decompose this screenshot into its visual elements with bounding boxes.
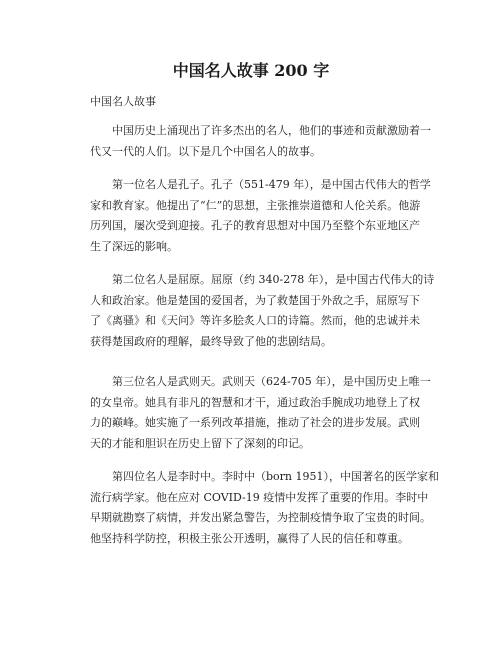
paragraph-line: 代又一代的人们。以下是几个中国名人的故事。 [90, 144, 321, 158]
paragraph-intro [90, 121, 440, 162]
paragraph-line: 第四位名人是李时中。李时中（born 1951），中国著名的医学家和 [112, 470, 439, 483]
paragraph-line: 家和教育家。他提出了“仁”的思想，主张推崇道德和人伦关系。他游 [90, 198, 421, 212]
paragraph-line: 力的巅峰。她实施了一系列改革措施，推动了社会的进步发展。武则 [90, 416, 420, 429]
paragraph-line: 第三位名人是武则天。武则天（624-705 年），是中国历史上唯一 [112, 375, 431, 388]
paragraph-line: 流行病学家。他在应对 COVID-19 疫情中发挥了重要的作用。李时中 [90, 490, 429, 504]
paragraph-line: 获得楚国政府的理解，最终导致了他的悲剧结局。 [90, 334, 332, 348]
paragraph-line: 了《离骚》和《天问》等许多脍炙人口的诗篇。然而，他的忠诚并未 [90, 314, 420, 327]
paragraph-line: 人和政治家。他是楚国的爱国者，为了救楚国于外敌之手，屈原写下 [90, 293, 420, 307]
paragraph-line: 历列国，屡次受到迎接。孔子的教育思想对中国乃至整个东亚地区产 [90, 219, 420, 232]
paragraph-line: 他坚持科学防控，积极主张公开透明，赢得了人民的信任和尊重。 [90, 531, 409, 545]
document-title: 中国名人故事 200 字 [172, 61, 330, 80]
paragraph-lishizhong [90, 467, 440, 549]
paragraph-wuzetian [90, 372, 440, 454]
paragraph-quyuan [90, 270, 440, 352]
paragraph-line: 早期就勘察了病情，并发出紧急警告，为控制疫情争取了宝贵的时间。 [90, 511, 431, 524]
paragraph-line: 中国历史上涌现出了许多杰出的名人，他们的事迹和贡献激励着一 [112, 124, 431, 137]
document-subtitle: 中国名人故事 [90, 95, 156, 108]
paragraph-line: 天的才能和胆识在历史上留下了深刻的印记。 [90, 436, 310, 450]
paragraph-confucius [90, 175, 440, 257]
paragraph-line: 第二位名人是屈原。屈原（约 340-278 年），是中国古代伟大的诗 [112, 273, 435, 286]
paragraph-line: 生了深远的影响。 [90, 239, 178, 253]
paragraph-line: 第一位名人是孔子。孔子（551-479 年），是中国古代伟大的哲学 [112, 178, 431, 191]
paragraph-line: 的女皇帝。她具有非凡的智慧和才干，通过政治手腕成功地登上了权 [90, 395, 420, 409]
